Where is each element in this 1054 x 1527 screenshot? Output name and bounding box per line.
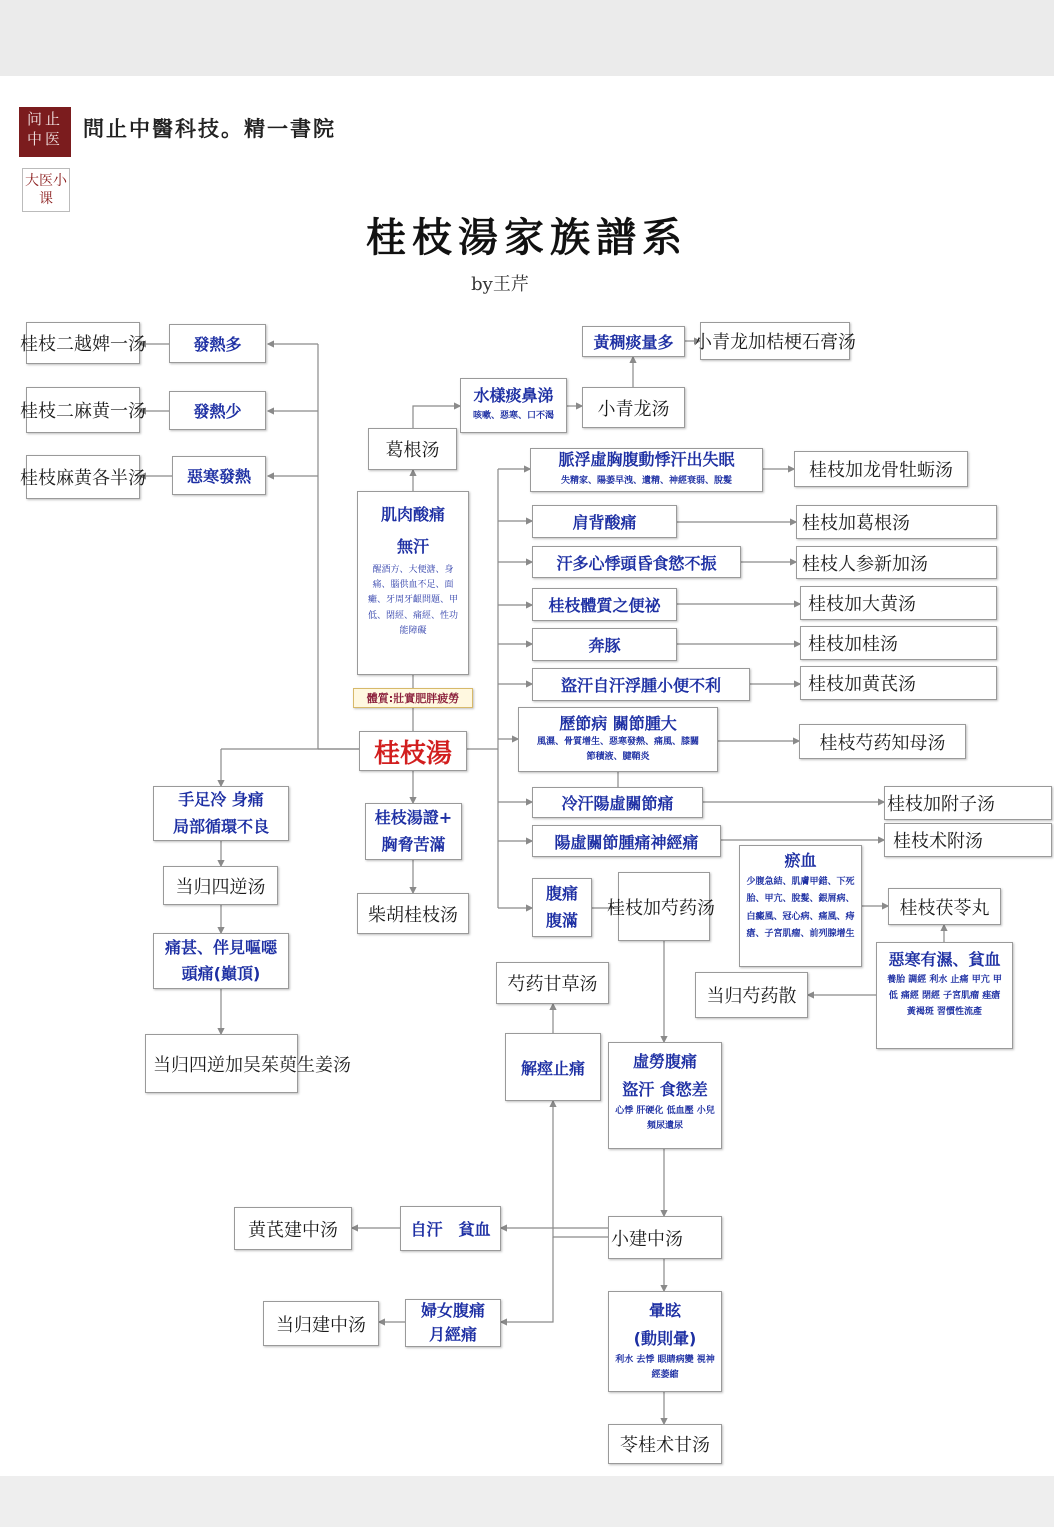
- symptom-handuo: 汗多心悸頭昏食慾不振: [532, 546, 741, 578]
- symptom-tongshen-line2: 頭痛(巔頂): [181, 964, 261, 983]
- symptom-maifu-sub: 失精家、陽萎早洩、遺精、神經衰弱、脫髮: [560, 475, 732, 486]
- formula-xiaoqinglong: 小青龙汤: [582, 387, 685, 428]
- symptom-daohan: 盜汗自汗浮腫小便不利: [532, 668, 750, 701]
- symptom-maifu: [530, 448, 763, 492]
- symptom-xulao: [608, 1042, 722, 1149]
- symptom-jirou-sub: 醒酒方、大便溏、身痛、腦供血不足、面癱、牙周牙齦問題、甲低、閉經、痛經、性功能障礙: [367, 564, 458, 636]
- symptom-lijie: [518, 707, 718, 772]
- symptom-futong: [532, 878, 592, 937]
- symptom-shuiyang-main: 水樣痰鼻涕: [473, 385, 554, 405]
- formula-chaihu-guizhi: 柴胡桂枝汤: [357, 893, 469, 934]
- symptom-xulao-sub: 心悸 肝硬化 低血壓 小兒頻尿遺尿: [615, 1105, 715, 1132]
- formula-guizhi-shufu: 桂枝术附汤: [884, 823, 1052, 857]
- symptom-xuanyun-sub: 利水 去悸 眼睛病變 視神經萎縮: [615, 1354, 715, 1381]
- formula-guizhi-fuzi: 桂枝加附子汤: [884, 786, 1052, 820]
- symptom-yangxu-guanjie: 陽虛關節腫痛神經痛: [532, 825, 721, 857]
- symptom-futong-line2: 腹滿: [545, 910, 578, 930]
- symptom-shouzu: [153, 786, 289, 841]
- symptom-tizhi-bianmi: 桂枝體質之便祕: [532, 588, 677, 621]
- symptom-shouzu-line2: 局部循環不良: [172, 816, 269, 836]
- formula-linggui-zhugan: 苓桂术甘汤: [608, 1424, 722, 1464]
- formula-guizhi-fuling: 桂枝茯苓丸: [888, 888, 1001, 925]
- symptom-tongshen-line1: 痛甚、伴見嘔噁: [164, 937, 277, 957]
- formula-guizhi-renshen: 桂枝人参新加汤: [796, 546, 997, 579]
- symptom-funv-line1: 婦女腹痛: [420, 1300, 485, 1320]
- author-line: by王芹: [471, 274, 529, 295]
- page-title: 桂枝湯家族譜系: [366, 214, 688, 261]
- symptom-ehan-shi: [876, 942, 1013, 1049]
- formula-guizhi-shaoyao-zhimu: 桂枝芍药知母汤: [799, 724, 966, 759]
- symptom-shuiyang-sub: 咳嗽、惡寒、口不渴: [472, 411, 554, 422]
- symptom-ehan-fare: 惡寒發熱: [172, 456, 266, 495]
- formula-shaoyao-gancao: 芍药甘草汤: [496, 962, 609, 1004]
- symptom-zihan: 自汗 貧血: [400, 1206, 501, 1251]
- symptom-tongshen: [153, 933, 289, 989]
- symptom-jirou-line1: 肌肉酸痛: [380, 505, 445, 524]
- formula-gegen: 葛根汤: [368, 428, 457, 470]
- formula-xiaoqinglong-jiegeng: 小青龙加桔梗石膏汤: [700, 322, 850, 360]
- formula-huangqi-jianzhong: 黄芪建中汤: [234, 1207, 352, 1250]
- symptom-bentun: 奔豚: [532, 628, 677, 661]
- symptom-yuxue-sub: 少腹急結、肌膚甲錯、下死胎、甲亢、脫髮、銀屑病、白癜風、冠心病、痛風、痔瘡、子宮肌瘤、前列腺增生: [746, 877, 855, 939]
- symptom-xuanyun: [608, 1291, 722, 1392]
- logo-secondary: 大医小课: [22, 168, 70, 212]
- formula-guizhi-huangqi: 桂枝加黄芪汤: [800, 666, 997, 700]
- symptom-shuiyang: [460, 378, 567, 433]
- formula-guizhi-mahuang-geban: 桂枝麻黄各半汤: [26, 455, 140, 499]
- symptom-yuxue: [739, 845, 862, 967]
- symptom-gzt-zheng-line2: 胸脅苦滿: [381, 834, 446, 854]
- symptom-lenghan: 冷汗陽虛關節痛: [532, 787, 703, 818]
- formula-danggui-sini-wuzhuyu: 当归四逆加吴茱萸生姜汤: [145, 1034, 298, 1093]
- symptom-xuanyun-line1: 暈眩: [648, 1301, 681, 1320]
- logo: 问止中医: [19, 107, 71, 157]
- symptom-jirou: [357, 491, 469, 675]
- center-guizhi-tang: [359, 731, 467, 771]
- symptom-gzt-zheng-line1: 桂枝湯證+: [374, 808, 453, 828]
- symptom-funv-line2: 月經痛: [428, 1325, 477, 1344]
- symptom-gzt-zheng: [365, 803, 462, 860]
- symptom-xulao-line2: 盜汗 食慾差: [622, 1080, 708, 1100]
- symptom-maifu-main: 脈浮虛胸腹動悸汗出失眠: [558, 450, 735, 470]
- formula-xiaojianzhong: 小建中汤: [608, 1216, 722, 1259]
- symptom-funv: [405, 1299, 501, 1347]
- symptom-jianbei: 肩背酸痛: [532, 505, 677, 538]
- symptom-lijie-sub: 風濕、骨質增生、惡寒發熱、痛風、膝關節積液、腱鞘炎: [536, 737, 699, 762]
- formula-guizhi-shaoyao-label: 桂枝加芍药汤: [607, 897, 715, 919]
- symptom-shouzu-line1: 手足冷 身痛: [178, 790, 264, 810]
- symptom-yuxue-main: 瘀血: [784, 851, 817, 870]
- org-name: 問止中醫科技。精一書院: [83, 116, 336, 141]
- symptom-huangchou: 黃稠痰量多: [582, 326, 685, 357]
- formula-guizhi-ermahuang: 桂枝二麻黄一汤: [26, 387, 140, 433]
- screen-top-band: [0, 0, 1054, 76]
- symptom-ehan-shi-main: 惡寒有濕、貧血: [888, 950, 1001, 969]
- symptom-futong-line1: 腹痛: [545, 884, 578, 904]
- formula-danggui-sini: 当归四逆汤: [163, 866, 278, 905]
- formula-guizhi-shaoyao: [607, 872, 715, 941]
- formula-guizhi-eryuebi: 桂枝二越婢一汤: [26, 322, 140, 364]
- formula-guizhi-guizhi: 桂枝加桂汤: [800, 626, 997, 660]
- formula-guizhi-dahuang: 桂枝加大黄汤: [800, 586, 997, 620]
- symptom-xulao-line1: 虛勞腹痛: [632, 1052, 697, 1071]
- formula-danggui-jianzhong: 当归建中汤: [263, 1301, 379, 1346]
- symptom-ehan-shi-sub: 養胎 調經 利水 止痛 甲亢 甲低 痛經 閉經 子宮肌瘤 痤瘡 黃褐斑 習慣性流產: [887, 975, 1002, 1017]
- symptom-fare-duo: 發熱多: [169, 324, 266, 363]
- formula-guizhi-longgu: 桂枝加龙骨牡蛎汤: [794, 451, 968, 487]
- symptom-jirou-line2: 無汗: [396, 537, 429, 557]
- symptom-fare-shao: 發熱少: [169, 391, 266, 430]
- formula-danggui-shaoyao: 当归芍药散: [695, 972, 808, 1018]
- screen-bottom-band: [0, 1476, 1054, 1527]
- symptom-lijie-main: 歷節病 關節腫大: [559, 713, 677, 733]
- formula-guizhi-gegen: 桂枝加葛根汤: [796, 505, 997, 539]
- symptom-xuanyun-line2: (動則暈): [633, 1329, 697, 1349]
- center-label: 桂枝湯: [373, 738, 452, 769]
- symptom-jiejing: 解痙止痛: [505, 1033, 601, 1101]
- constitution-label: 體質:壯實肥胖疲勞: [353, 688, 473, 708]
